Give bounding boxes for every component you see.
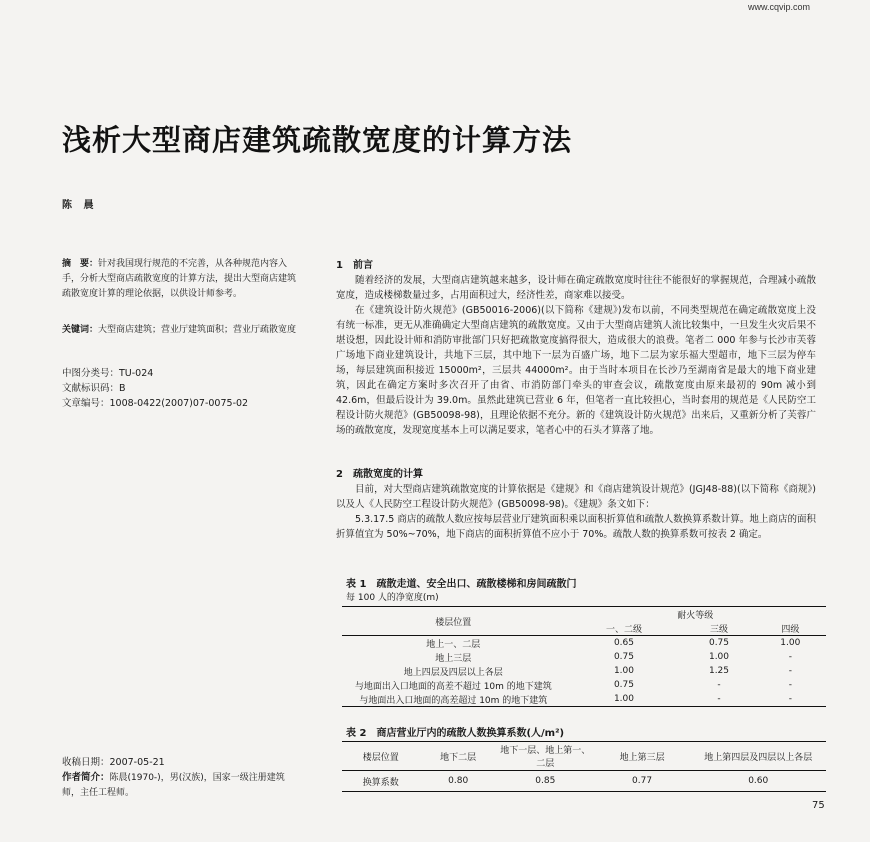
table-1-subcaption: 每 100 人的净宽度(m) (346, 593, 439, 603)
bio-text: 陈晨(1970-)，男(汉族)，国家一级注册建筑师，主任工程师。 (62, 773, 285, 798)
author-name: 陈 晨 (62, 200, 98, 211)
table-1-cell: - (788, 666, 792, 676)
table-row (342, 650, 826, 664)
keywords-text: 大型商店建筑；营业厅建筑面积；营业厅疏散宽度 (98, 325, 297, 335)
table-2-header: 地上第四层及四层以上各层 (690, 742, 826, 771)
table-row (342, 771, 826, 792)
table-2-cell: 0.80 (419, 771, 496, 792)
article-meta (62, 366, 302, 411)
author-bio (62, 770, 302, 801)
table-1-cell: 0.75 (708, 638, 730, 648)
table-2-caption: 表 2 商店营业厅内的疏散人数换算系数(人/m²) (346, 728, 565, 739)
keywords (62, 323, 302, 338)
table-2-header: 楼层位置 (342, 742, 419, 771)
section-2-paragraph-1: 目前，对大型商店建筑疏散宽度的计算依据是《建规》和《商店建筑设计规范》(JGJ48-88)(以下简称《商规》)以及人《人民防空工程设计防火规范》(GB50098-98)。《建规》条文如下： (336, 484, 816, 510)
clc-number: 中图分类号：TU-024 (62, 368, 154, 379)
section-1-paragraph-1: 随着经济的发展，大型商店建筑越来越多，设计师在确定疏散宽度时往往不能很好的掌握规范，合理减小疏散宽度，造成楼梯数量过多，占用面积过大，经济性差，商家难以接受。 (336, 275, 816, 301)
table-1-cell: 0.75 (613, 680, 634, 690)
section-2-paragraph-2: 5.3.17.5 商店的疏散人数应按每层营业厅建筑面积乘以面积折算值和疏散人数换算系数计算。地上商店的面积折算值宜为 50%~70%，地下商店的面积折算值不应小于 70%。疏散人数的换算系数可按表 2 确定。 (336, 514, 816, 540)
table-2-header: 地下一层、地上第一、二层 (497, 742, 594, 771)
article-title: 浅析大型商店建筑疏散宽度的计算方法 (62, 123, 573, 157)
table-1-group-header: 耐火等级 (565, 607, 826, 622)
table-1 (342, 606, 826, 707)
table-1-row-label: 地上三层 (435, 653, 472, 664)
section-introduction (336, 258, 816, 438)
abstract (62, 257, 302, 302)
abstract-label: 摘 要： (62, 259, 99, 269)
table-2-cell: 0.60 (690, 771, 826, 792)
table-2-cell: 0.77 (594, 771, 691, 792)
table-1-cell: - (717, 680, 721, 690)
table-1-cell: 1.25 (708, 666, 730, 676)
table-1-cell: - (788, 680, 792, 690)
table-row (342, 678, 826, 692)
article-number: 文章编号：1008-0422(2007)07-0075-02 (62, 398, 249, 409)
table-1-cell: - (683, 692, 754, 707)
table-row (342, 664, 826, 678)
table-1-caption: 表 1 疏散走道、安全出口、疏散楼梯和房间疏散门 (346, 579, 577, 590)
table-1-cell: 0.65 (613, 638, 634, 648)
section-1-heading: 1 前言 (336, 260, 373, 271)
table-1-cell: 1.00 (780, 638, 801, 648)
table-1-row-label: 与地面出入口地面的高差不超过 10m 的地下建筑 (354, 681, 552, 692)
section-2-heading: 2 疏散宽度的计算 (336, 469, 423, 480)
table-1-row-label: 地上一、二层 (426, 639, 481, 650)
section-1-paragraph-2: 在《建筑设计防火规范》(GB50016-2006)(以下简称《建规》)发布以前，不同类型规范在确定疏散宽度上没有统一标准，更无从准确确定大型商店建筑的疏散宽度。又由于大型商店建筑人流比较集中，一旦发生火灾后果不堪设想，因此设计师和消防审批部门只好把疏散宽度搞得很大，造成很大的浪费。笔者二 000 年参与长沙市芙蓉广场地下商业建筑设计，共地下三层，其中地下一层为百盛广场，地下二层为家乐福大型超市，地下三层为停车场，每层建筑面积接近 15000m²，三层共 44000m²。由于当时本项目在长沙乃至湖南省是最大的地下商业建筑，因此在确定方案时多次召开了由省、市消防部门牵头的审查会议，疏散宽度由原来最初的 90m 减小到 42.6m，但最后设计为 39.0m。虽然此建筑已营业 6 年，但笔者一直比较担心，当时套用的规范是《人民防空工程设计防火规范》(GB50098-98)，且理论依据不充分。新的《建筑设计防火规范》出来后，又重新分析了芙蓉广场的疏散宽度，发现宽度基本上可以满足要求，笔者心中的石头才算落了地。 (336, 305, 816, 436)
table-2-header: 地上第三层 (594, 742, 691, 771)
section-calculation (336, 467, 816, 542)
table-2-row-label: 换算系数 (342, 771, 419, 792)
table-1-col-header: 四级 (755, 621, 826, 636)
table-2-cell: 0.85 (497, 771, 594, 792)
table-1-cell: 1.00 (708, 652, 730, 662)
table-row (342, 692, 826, 707)
document-code: 文献标识码：B (62, 383, 126, 394)
table-1-col-header: 一、二级 (565, 621, 684, 636)
table-1-row-header: 楼层位置 (342, 607, 565, 636)
bio-label: 作者简介： (62, 772, 110, 783)
keywords-label: 关键词： (62, 325, 99, 335)
abstract-text: 针对我国现行规范的不完善，从各种规范内容入手，分析大型商店疏散宽度的计算方法，提出大型商店建筑疏散宽度计算的理论依据，以供设计师参考。 (62, 259, 297, 299)
table-1-row-label: 地上四层及四层以上各层 (403, 667, 503, 678)
table-row (342, 636, 826, 651)
table-1-cell: 1.00 (613, 666, 634, 676)
table-2-header: 地下二层 (419, 742, 496, 771)
table-1-cell: - (755, 692, 826, 707)
table-1-row-label: 与地面出入口地面的高差超过 10m 的地下建筑 (342, 692, 565, 707)
page-number: 75 (812, 800, 825, 811)
table-1-cell: 1.00 (565, 692, 684, 707)
received-date: 收稿日期：2007-05-21 (62, 757, 165, 768)
table-2 (342, 741, 826, 792)
article-footer (62, 755, 302, 801)
table-1-col-header: 三级 (683, 621, 754, 636)
table-1-cell: 0.75 (613, 652, 634, 662)
table-1-cell: - (788, 652, 792, 662)
watermark: www.cqvip.com (747, 2, 810, 12)
